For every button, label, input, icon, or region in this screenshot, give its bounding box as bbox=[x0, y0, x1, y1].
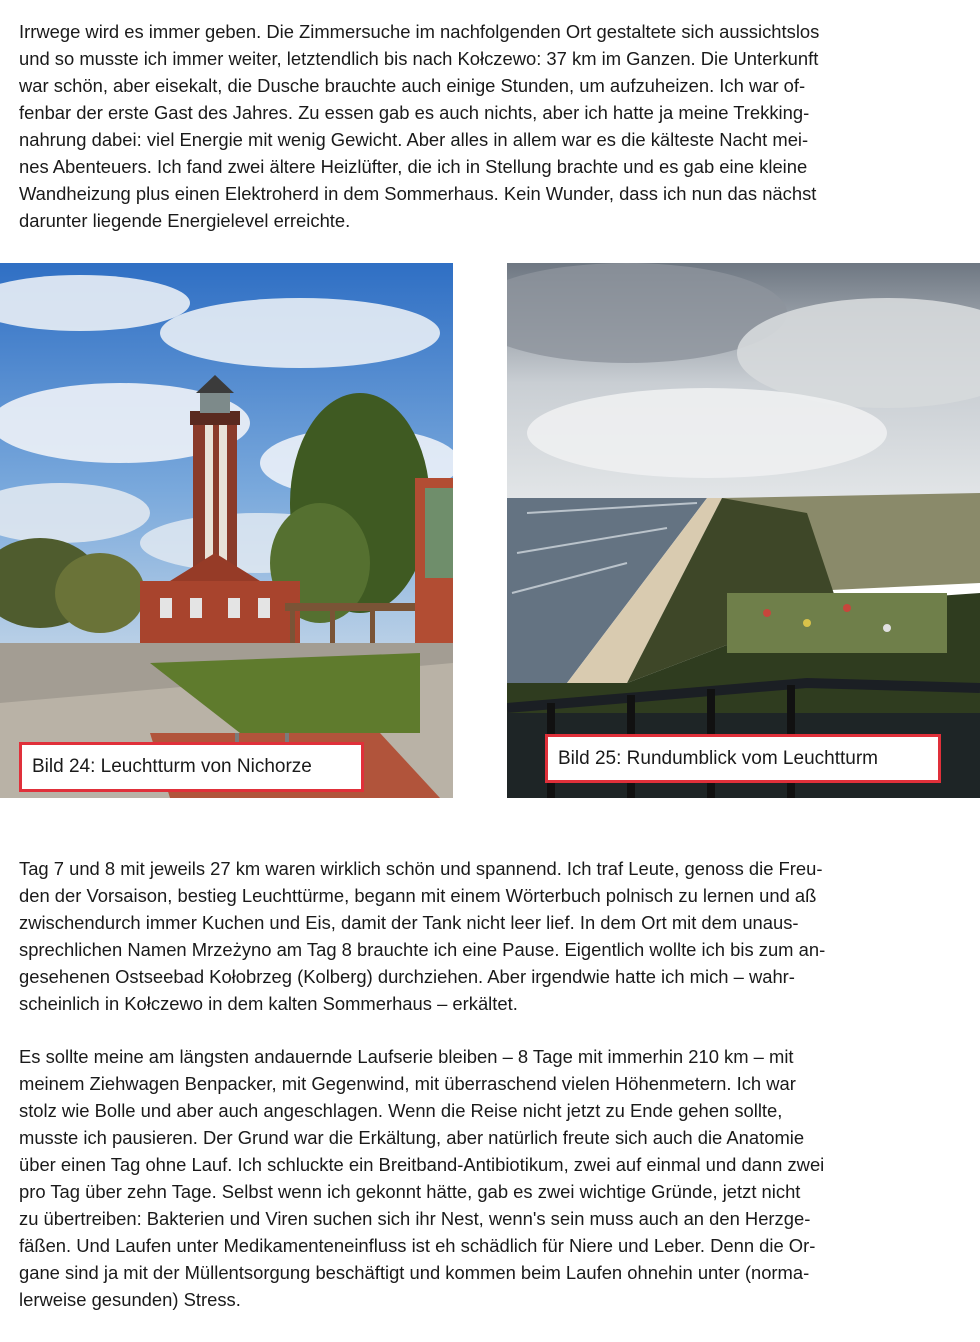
text-line: Wandheizung plus einen Elektroherd in dem Sommerhaus. Kein Wunder, dass ich nun das nächst bbox=[19, 183, 817, 204]
text-line: scheinlich in Kołczewo in dem kalten Sommerhaus – erkältet. bbox=[19, 993, 518, 1014]
text-line: fenbar der erste Gast des Jahres. Zu essen gab es auch nichts, aber ich hatte ja meine Trekking- bbox=[19, 102, 810, 123]
text-line: Irrwege wird es immer geben. Die Zimmersuche im nachfolgenden Ort gestaltete sich aussichtslos bbox=[19, 21, 820, 42]
figure-caption-24: Bild 24: Leuchtturm von Nichorze bbox=[19, 742, 364, 792]
text-line: lerweise gesunden) Stress. bbox=[19, 1289, 241, 1310]
text-line: den der Vorsaison, bestieg Leuchttürme, begann mit einem Wörterbuch polnisch zu lernen und aß bbox=[19, 885, 817, 906]
text-line: nahrung dabei: viel Energie mit wenig Gewicht. Aber alles in allem war es die kälteste Nacht mei- bbox=[19, 129, 809, 150]
text-line: Tag 7 und 8 mit jeweils 27 km waren wirklich schön und spannend. Ich traf Leute, genoss die Freu- bbox=[19, 858, 823, 879]
text-line: nes Abenteuers. Ich fand zwei ältere Heizlüfter, die ich in Stellung brachte und es gab eine kleine bbox=[19, 156, 808, 177]
text-line: und so musste ich immer weiter, letztendlich bis nach Kołczewo: 37 km im Ganzen. Die Unterkunft bbox=[19, 48, 819, 69]
lighthouse-photo bbox=[0, 263, 453, 798]
paragraph-2 bbox=[19, 855, 964, 1017]
figure-caption-25: Bild 25: Rundumblick vom Leuchtturm bbox=[545, 734, 941, 783]
text-line: war schön, aber eisekalt, die Dusche brauchte auch einige Stunden, um aufzuheizen. Ich war of- bbox=[19, 75, 806, 96]
text-line: pro Tag über zehn Tage. Selbst wenn ich gekonnt hätte, gab es zwei wichtige Gründe, jetzt nicht bbox=[19, 1181, 801, 1202]
text-line: gane sind ja mit der Müllentsorgung beschäftigt und kommen beim Laufen ohnehin unter (norma- bbox=[19, 1262, 810, 1283]
paragraph-3 bbox=[19, 1043, 964, 1313]
panorama-photo bbox=[507, 263, 980, 798]
text-line: gesehenen Ostseebad Kołobrzeg (Kolberg) durchziehen. Aber irgendwie hatte ich mich – wahr- bbox=[19, 966, 795, 987]
text-line: meinem Ziehwagen Benpacker, mit Gegenwind, mit überraschend vielen Höhenmetern. Ich war bbox=[19, 1073, 796, 1094]
text-line: stolz wie Bolle und aber auch angeschlagen. Wenn die Reise nicht jetzt zu Ende gehen sollte, bbox=[19, 1100, 783, 1121]
text-line: über einen Tag ohne Lauf. Ich schluckte ein Breitband-Antibiotikum, zwei auf einmal und dann zwei bbox=[19, 1154, 825, 1175]
text-line: zu übertreiben: Bakterien und Viren suchen sich ihr Nest, wenn's sein muss auch an den Herzge- bbox=[19, 1208, 811, 1229]
text-line: fäßen. Und Laufen unter Medikamenteneinfluss ist eh schädlich für Niere und Leber. Denn die Or- bbox=[19, 1235, 816, 1256]
text-line: Es sollte meine am längsten andauernde Laufserie bleiben – 8 Tage mit immerhin 210 km – mit bbox=[19, 1046, 794, 1067]
text-line: zwischendurch immer Kuchen und Eis, damit der Tank nicht leer lief. In dem Ort mit dem unaus- bbox=[19, 912, 799, 933]
text-line: sprechlichen Namen Mrzeżyno am Tag 8 brauchte ich eine Pause. Eigentlich wollte ich bis zum an- bbox=[19, 939, 826, 960]
paragraph-1 bbox=[19, 18, 964, 234]
text-line: musste ich pausieren. Der Grund war die Erkältung, aber natürlich freute sich auch die Anatomie bbox=[19, 1127, 805, 1148]
text-line: darunter liegende Energielevel erreichte. bbox=[19, 210, 351, 231]
